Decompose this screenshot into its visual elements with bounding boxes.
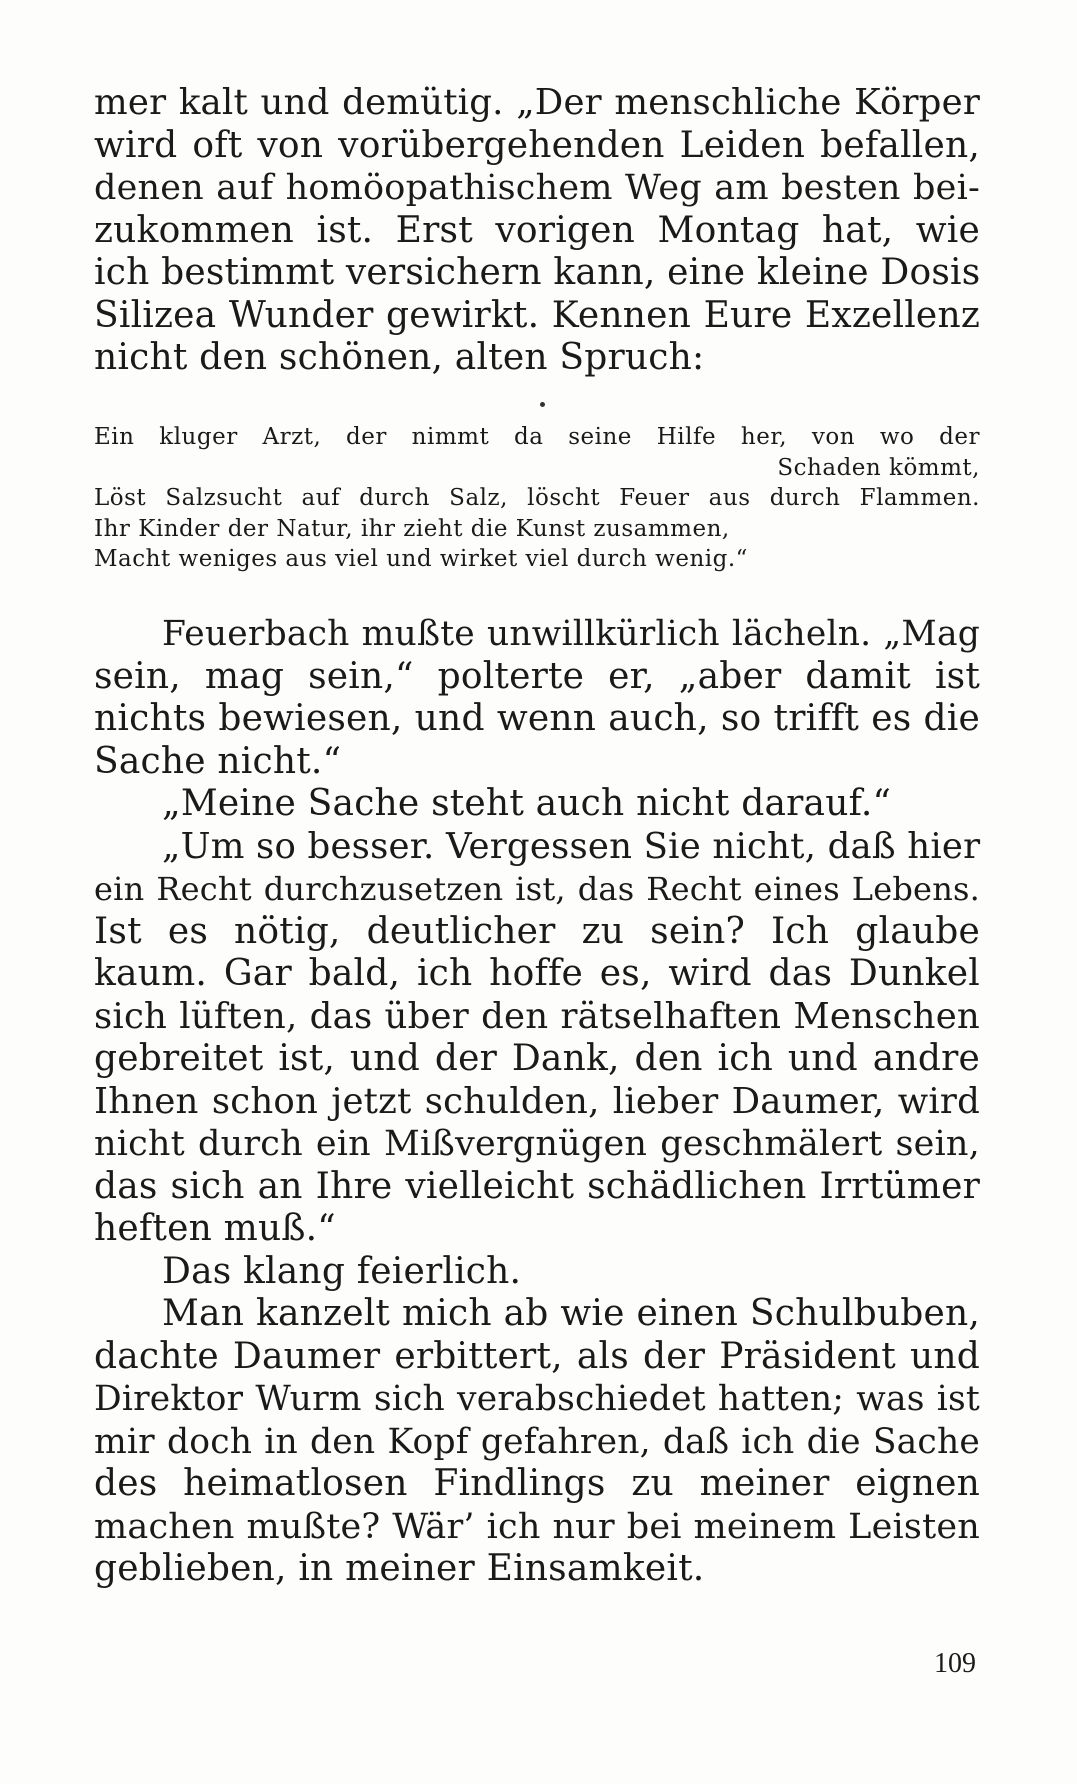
- text-line: wird oft von vorübergehenden Leiden befallen,: [94, 124, 980, 166]
- verse-line: Löst Salzsucht auf durch Salz, löscht Feuer aus durch Flammen.: [94, 485, 980, 511]
- text-line: ich bestimmt versichern kann, eine kleine Dosis: [94, 252, 981, 293]
- text-line: Silizea Wunder gewirkt. Kennen Eure Exzellenz: [94, 294, 980, 336]
- text-line: „Meine Sache steht auch nicht darauf.“: [162, 783, 892, 824]
- text-line: Ihnen schon jetzt schulden, lieber Daumer, wird: [94, 1080, 980, 1122]
- text-line: zukommen ist. Erst vorigen Montag hat, wie: [94, 209, 980, 251]
- text-line: Sache nicht.“: [94, 740, 342, 782]
- text-line: denen auf homöopathischem Weg am besten bei-: [94, 168, 980, 208]
- text-line: Direktor Wurm sich verabschiedet hatten; was ist: [94, 1379, 980, 1419]
- text-line: gebreitet ist, und der Dank, den ich und andre: [94, 1038, 980, 1079]
- text-line: nicht durch ein Mißvergnügen geschmälert sein,: [94, 1124, 980, 1164]
- verse-line: Macht weniges aus viel und wirket viel durch wenig.“: [94, 546, 748, 572]
- text-line: Das klang feierlich.: [162, 1250, 522, 1292]
- text-line: nichts bewiesen, und wenn auch, so trifft es die: [94, 698, 980, 739]
- verse-line-continuation: Schaden kömmt,: [777, 454, 980, 481]
- paragraph-main: [94, 613, 980, 1591]
- text-line: sein, mag sein,“ polterte er, „aber damit ist: [94, 655, 980, 697]
- verse-line: Ein kluger Arzt, der nimmt da seine Hilfe her, von wo der: [94, 424, 980, 450]
- paragraph-opening: [94, 82, 980, 380]
- text-line: nicht den schönen, alten Spruch:: [94, 337, 705, 378]
- page-number: 109: [934, 1648, 976, 1679]
- verse-quote: [94, 422, 980, 575]
- text-line: Feuerbach mußte unwillkürlich lächeln. „Mag: [162, 614, 980, 654]
- text-line: mir doch in den Kopf gefahren, daß ich die Sache: [94, 1421, 980, 1462]
- text-line: geblieben, in meiner Einsamkeit.: [94, 1548, 705, 1589]
- text-line: sich lüften, das über den rätselhaften Menschen: [94, 995, 980, 1037]
- text-line: des heimatlosen Findlings zu meiner eignen: [94, 1463, 980, 1504]
- print-speck: [540, 402, 545, 407]
- verse-line: Ihr Kinder der Natur, ihr zieht die Kunst zusammen,: [94, 515, 730, 542]
- text-line: kaum. Gar bald, ich hoffe es, wird das Dunkel: [94, 953, 980, 994]
- text-line: dachte Daumer erbittert, als der Präsident und: [94, 1335, 980, 1377]
- text-line: machen mußte? Wär’ ich nur bei meinem Leisten: [94, 1506, 980, 1547]
- text-line: mer kalt und demütig. „Der menschliche Körper: [94, 82, 980, 123]
- text-line: Man kanzelt mich ab wie einen Schulbuben,: [162, 1293, 980, 1334]
- text-line: ein Recht durchzusetzen ist, das Recht eines Lebens.: [94, 870, 980, 908]
- text-line: Ist es nötig, deutlicher zu sein? Ich glaube: [94, 910, 980, 952]
- text-line: „Um so besser. Vergessen Sie nicht, daß hier: [162, 825, 981, 867]
- text-line: das sich an Ihre vielleicht schädlichen Irrtümer: [94, 1165, 980, 1207]
- text-line: heften muß.“: [94, 1208, 336, 1249]
